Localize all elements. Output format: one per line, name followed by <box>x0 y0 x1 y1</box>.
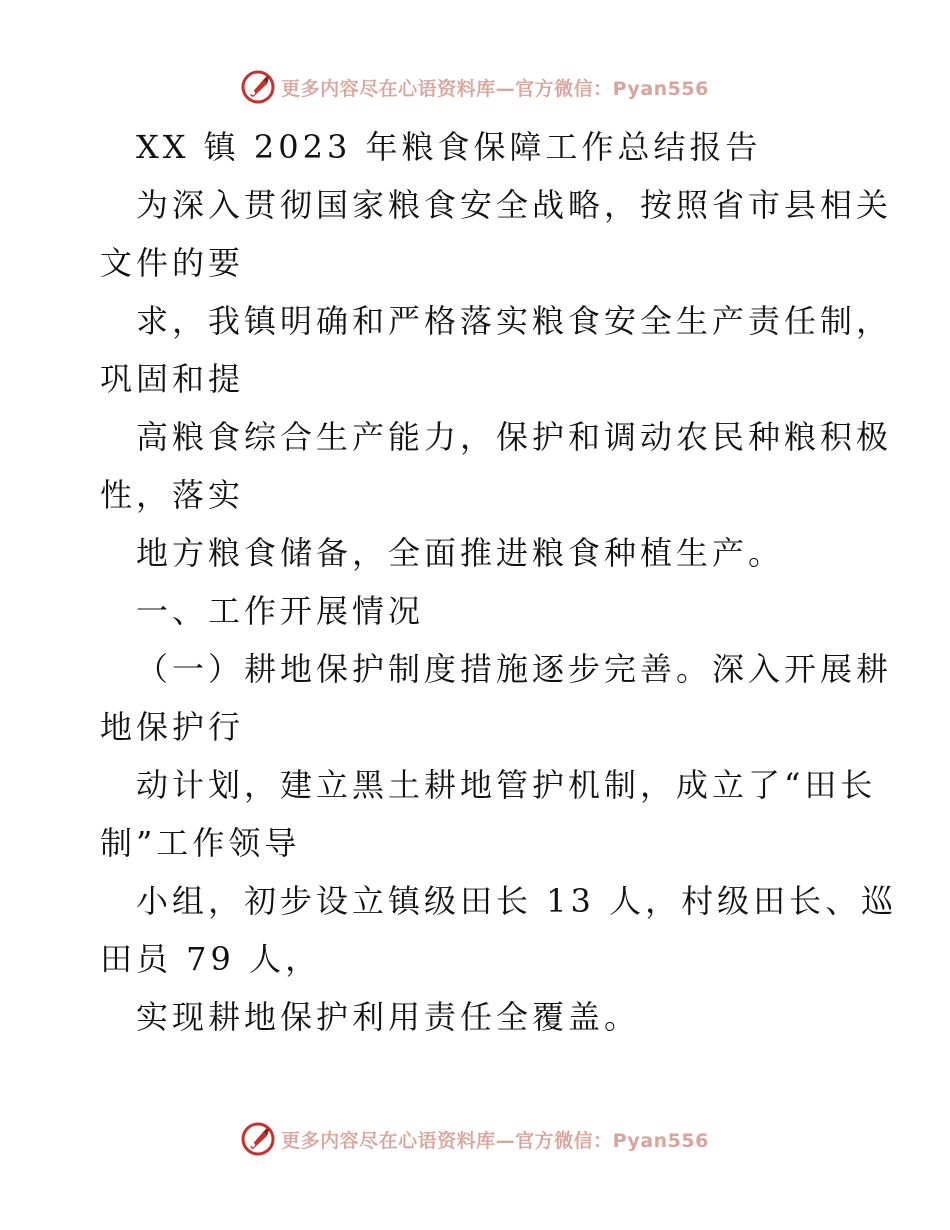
subsection-heading: （一）耕地保护制度措施逐步完善。深入开展耕 <box>136 650 893 688</box>
paragraph-line: 动计划，建立黑土耕地管护机制，成立了“田长 <box>136 766 877 804</box>
paragraph-line: 文件的要 <box>100 244 245 282</box>
section-heading: 一、工作开展情况 <box>136 592 425 630</box>
paragraph-line: 田员 79 人， <box>100 940 322 978</box>
pen-nib-logo-icon <box>241 1122 275 1156</box>
paragraph-line: 小组，初步设立镇级田长 13 人，村级田长、巡 <box>136 882 898 920</box>
paragraph-line: 为深入贯彻国家粮食安全战略，按照省市县相关 <box>136 186 893 224</box>
paragraph-line: 高粮食综合生产能力，保护和调动农民种粮积极 <box>136 418 893 456</box>
footer-banner-text: 更多内容尽在心语资料库—官方微信：Pyan556 <box>281 1129 709 1152</box>
document-title: XX 镇 2023 年粮食保障工作总结报告 <box>136 128 762 166</box>
paragraph-line: 地方粮食储备，全面推进粮食种植生产。 <box>136 534 785 572</box>
pen-nib-logo-icon <box>241 70 275 104</box>
paragraph-line: 制”工作领导 <box>100 824 301 862</box>
paragraph-line: 实现耕地保护利用责任全覆盖。 <box>136 998 641 1036</box>
document-body <box>100 118 898 1046</box>
paragraph-line: 求，我镇明确和严格落实粮食安全生产责任制， <box>136 302 893 340</box>
header-banner-text: 更多内容尽在心语资料库—官方微信：Pyan556 <box>281 77 709 100</box>
paragraph-line: 巩固和提 <box>100 360 245 398</box>
header-banner <box>0 70 950 104</box>
paragraph-line: 地保护行 <box>100 708 245 746</box>
paragraph-line: 性，落实 <box>100 476 245 514</box>
footer-banner <box>0 1122 950 1156</box>
